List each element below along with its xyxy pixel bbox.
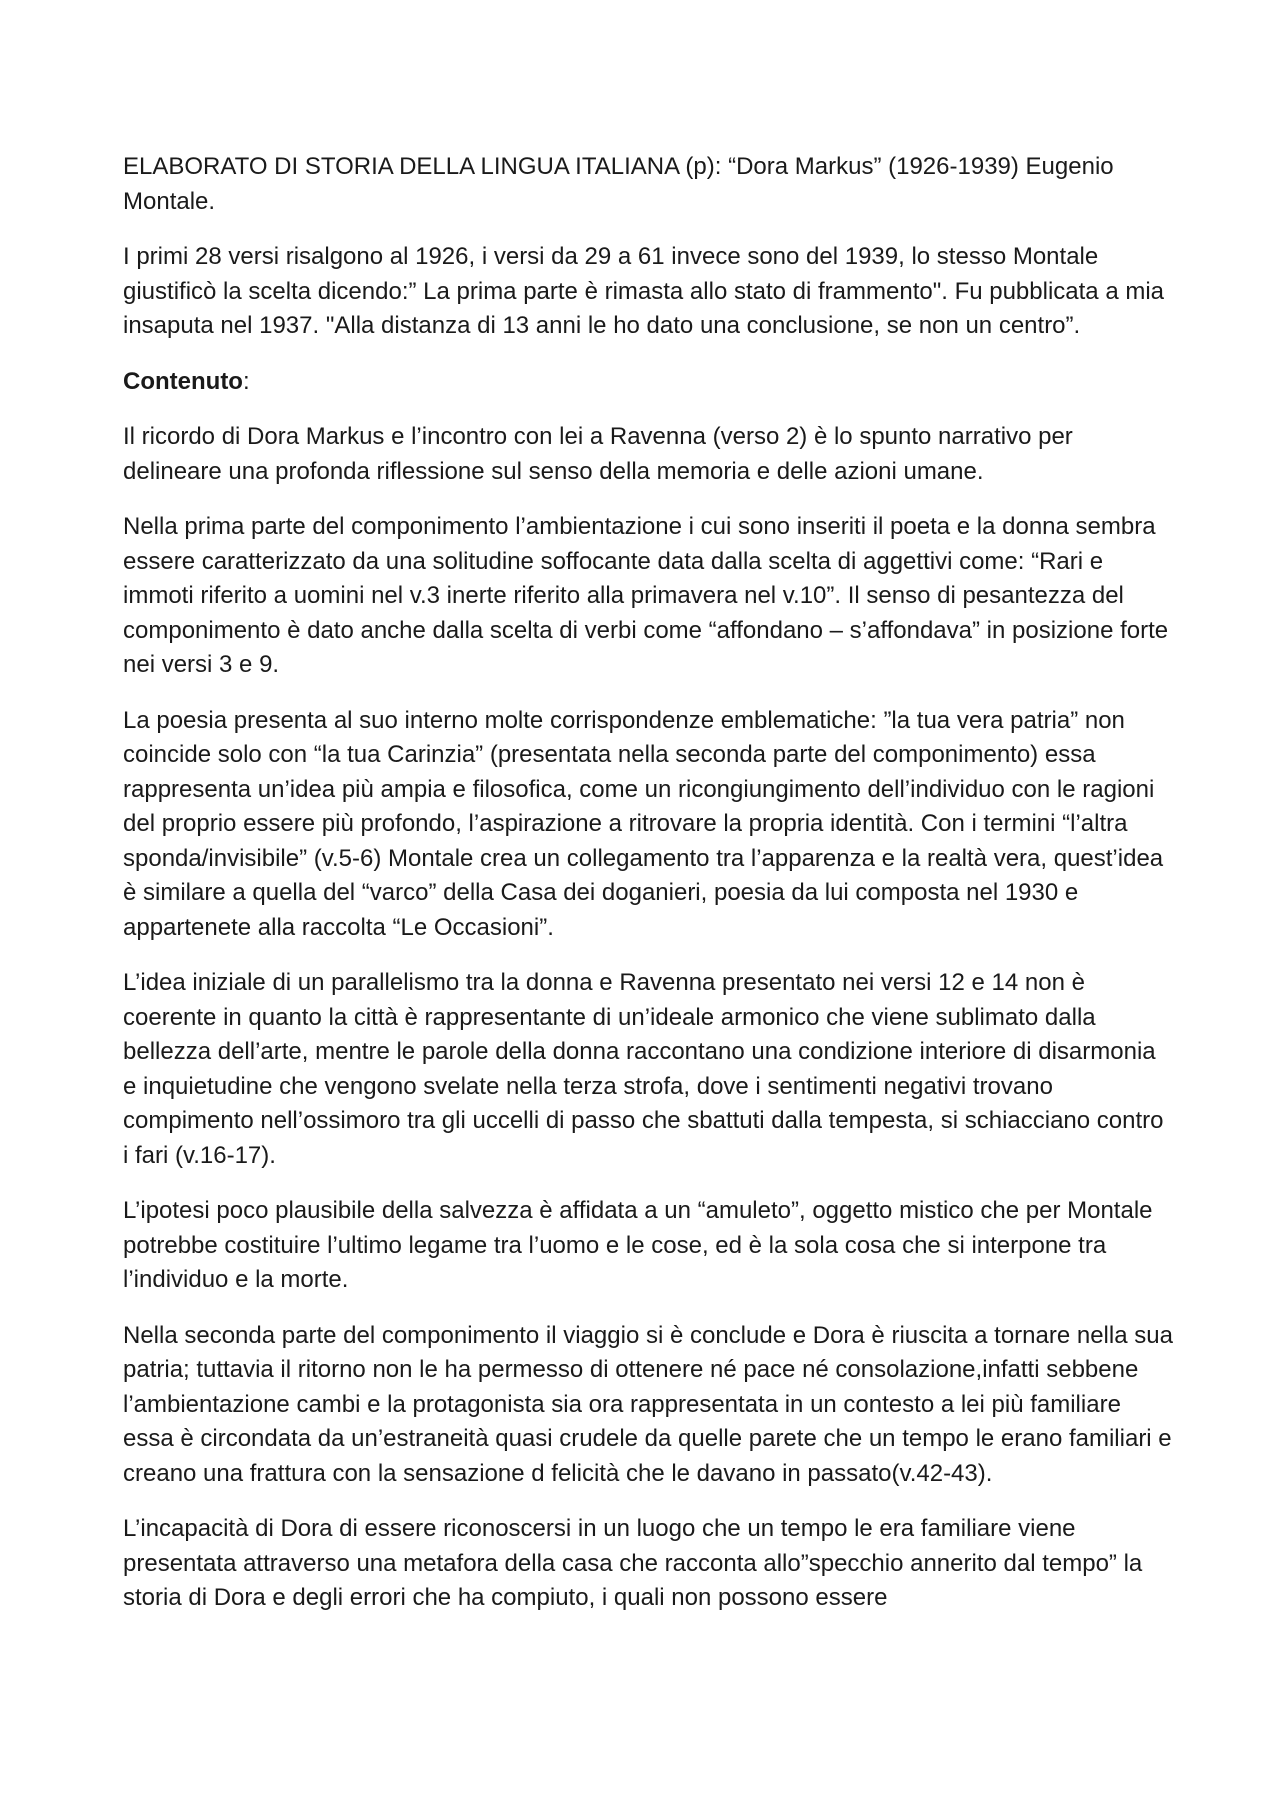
paragraph: Il ricordo di Dora Markus e l’incontro con lei a Ravenna (verso 2) è lo spunto narrativo per delineare una profonda riflessione sul senso della memoria e delle azioni umane. [123,423,1073,485]
paragraph: L’idea iniziale di un parallelismo tra la donna e Ravenna presentato nei versi 12 e 14 non è coerente in quanto la città è rappresentante di un’ideale armonico che viene sublimato dalla bellezza dell’arte, mentre le parole della donna raccontano una condizione interiore di disarmonia e inquietudine che vengono svelate nella terza strofa, dove i sentimenti negativi trovano compimento nell’ossimoro tra gli uccelli di passo che sbattuti dalla tempesta, si schiacciano contro i fari (v.16-17). [123,969,1164,1169]
section-heading [123,365,1173,400]
paragraph: Nella seconda parte del componimento il viaggio si è conclude e Dora è riuscita a tornare nella sua patria; tuttavia il ritorno non le ha permesso di ottenere né pace né consolazione,infatti sebbene l’ambientazione cambi e la protagonista sia ora rappresentata in un contesto a lei più familiare essa è circondata da un’estraneità quasi crudele da quelle parete che un tempo le erano familiari e creano una frattura con la sensazione d felicità che le davano in passato(v.42-43). [123,1321,1173,1487]
paragraph: Nella prima parte del componimento l’ambientazione i cui sono inseriti il poeta e la donna sembra essere caratterizzato da una solitudine soffocante data dalla scelta di aggettivi come: “Rari e immoti riferito a uomini nel v.3 inerte riferito alla primavera nel v.10”. Il senso di pesantezza del componimento è dato anche dalla scelta di verbi come “affondano – s’affondava” in posizione forte nei versi 3 e 9. [123,513,1169,678]
paragraph: L’ipotesi poco plausibile della salvezza è affidata a un “amuleto”, oggetto mistico che per Montale potrebbe costituire l’ultimo legame tra l’uomo e le cose, ed è la sola cosa che si interpone tra l’individuo e la morte. [123,1197,1153,1293]
section-heading-suffix: : [242,367,250,395]
document-title: ELABORATO DI STORIA DELLA LINGUA ITALIANA (p): “Dora Markus” (1926-1939) Eugenio Montale. [123,153,1114,215]
paragraph: La poesia presenta al suo interno molte corrispondenze emblematiche: ”la tua vera patria” non coincide solo con “la tua Carinzia” (presentata nella seconda parte del componimento) essa rappresenta un’idea più ampia e filosofica, come un ricongiungimento dell’individuo con le ragioni del proprio essere più profondo, l’aspirazione a ritrovare la propria identità. Con i termini “l’altra sponda/invisibile” (v.5-6) Montale crea un collegamento tra l’apparenza e la realtà vera, quest’idea è similare a quella del “varco” della Casa dei doganieri, poesia da lui composta nel 1930 e appartenete alla raccolta “Le Occasioni”. [123,706,1164,941]
paragraph: L’incapacità di Dora di essere riconoscersi in un luogo che un tempo le era familiare viene presentata attraverso una metafora della casa che racconta allo”specchio annerito dal tempo” la storia di Dora e degli errori che ha compiuto, i quali non possono essere [123,1515,1143,1611]
document-body [123,150,1173,1637]
section-heading-label: Contenuto [123,367,243,395]
intro-paragraph: I primi 28 versi risalgono al 1926, i versi da 29 a 61 invece sono del 1939, lo stesso Montale giustificò la scelta dicendo:” La prima parte è rimasta allo stato di frammento". Fu pubblicata a mia insaputa nel 1937. "Alla distanza di 13 anni le ho dato una conclusione, se non un centro”. [123,243,1165,339]
